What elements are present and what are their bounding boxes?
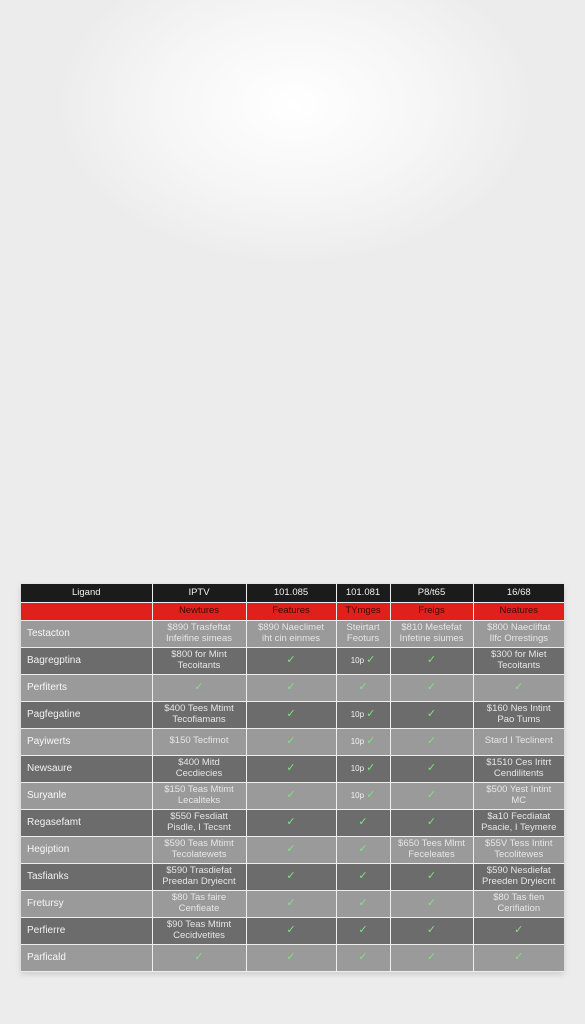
check-icon: ✓ xyxy=(286,816,296,829)
table-cell xyxy=(336,863,390,890)
row-label: Hegiption xyxy=(21,836,152,863)
cell-text: $150 Teas Mtimt xyxy=(164,784,234,796)
row-label: Fretursy xyxy=(21,890,152,917)
table-row xyxy=(21,755,564,782)
check-icon: ✓ xyxy=(366,708,376,721)
check-icon: ✓ xyxy=(286,735,296,748)
table-cell xyxy=(152,755,246,782)
table-cell xyxy=(390,701,473,728)
check-icon: ✓ xyxy=(426,708,437,721)
column-header: Ligand xyxy=(21,584,152,602)
table-row xyxy=(21,728,564,755)
cell-text: Pao Tums xyxy=(497,713,541,725)
table-subheader-row xyxy=(21,602,564,620)
table-cell xyxy=(473,782,564,809)
column-subheader: Newtures xyxy=(152,602,246,620)
cell-text: Lecaliteks xyxy=(177,794,221,806)
table-cell xyxy=(152,647,246,674)
check-icon: ✓ xyxy=(286,924,296,937)
cell-text: Tecofiamans xyxy=(172,713,226,725)
cell-text: Tecoitants xyxy=(497,659,541,671)
table-row xyxy=(21,809,564,836)
check-icon: ✓ xyxy=(426,816,437,829)
table-row xyxy=(21,917,564,944)
table-cell xyxy=(152,620,246,647)
check-icon: ✓ xyxy=(514,924,524,937)
table-cell xyxy=(246,728,336,755)
table-cell xyxy=(336,728,390,755)
comparison-table-grid xyxy=(21,584,564,972)
table-cell xyxy=(473,620,564,647)
table-row xyxy=(21,944,564,971)
table-cell xyxy=(336,647,390,674)
cell-prefix: 10p xyxy=(350,764,365,774)
check-icon: ✓ xyxy=(366,654,376,667)
check-icon: ✓ xyxy=(286,654,296,667)
cell-text: Preedan Dryiecnt xyxy=(162,875,236,887)
table-cell xyxy=(246,890,336,917)
cell-text: $590 Nesdiefat xyxy=(486,865,551,877)
row-label: Bagregptina xyxy=(21,647,152,674)
cell-text: iht cin einmes xyxy=(261,632,321,644)
table-cell xyxy=(473,863,564,890)
table-cell xyxy=(246,782,336,809)
cell-text: $1510 Ces Iritrt xyxy=(486,757,552,769)
cell-text: Infeifine simeas xyxy=(165,632,232,644)
check-icon: ✓ xyxy=(358,681,368,694)
cell-text: $80 Tas fien xyxy=(493,892,545,904)
table-cell xyxy=(390,890,473,917)
check-icon: ✓ xyxy=(514,681,524,694)
column-subheader xyxy=(21,602,152,620)
check-icon: ✓ xyxy=(426,681,437,694)
column-subheader: Freigs xyxy=(390,602,473,620)
cell-text: Ilfc Orrestings xyxy=(489,632,549,644)
check-icon: ✓ xyxy=(286,789,296,802)
check-icon: ✓ xyxy=(366,735,376,748)
table-cell xyxy=(336,836,390,863)
column-header: 16/68 xyxy=(473,584,564,602)
cell-text: Preeden Dryiecnt xyxy=(482,875,556,887)
table-cell xyxy=(246,647,336,674)
check-icon: ✓ xyxy=(286,870,296,883)
column-subheader: Features xyxy=(246,602,336,620)
table-cell xyxy=(473,809,564,836)
table-row xyxy=(21,647,564,674)
cell-text: $a10 Fecdiatat xyxy=(487,811,551,823)
table-cell xyxy=(246,755,336,782)
cell-text: $810 Mesfefat xyxy=(401,622,462,634)
check-icon: ✓ xyxy=(426,762,437,775)
cell-text: $500 Yest Intint xyxy=(486,784,552,796)
table-cell xyxy=(336,755,390,782)
row-label: Regasefamt xyxy=(21,809,152,836)
check-icon: ✓ xyxy=(286,708,296,721)
cell-text: $800 for Mint xyxy=(171,649,227,661)
cell-prefix: 10p xyxy=(350,737,365,747)
cell-text: Stard I Teclinent xyxy=(484,735,553,747)
row-label: Perfierre xyxy=(21,917,152,944)
row-label: Pagfegatine xyxy=(21,701,152,728)
row-label: Suryanle xyxy=(21,782,152,809)
check-icon: ✓ xyxy=(366,762,376,775)
cell-text: Psacie, I Teymere xyxy=(481,821,557,833)
table-cell xyxy=(152,674,246,701)
table-cell xyxy=(152,782,246,809)
cell-text: Tecolitewes xyxy=(494,848,544,860)
table-cell xyxy=(390,863,473,890)
cell-text: Cecdiecies xyxy=(175,767,223,779)
table-cell xyxy=(390,674,473,701)
table-cell xyxy=(473,917,564,944)
check-icon: ✓ xyxy=(426,924,437,937)
cell-text: Cendilitents xyxy=(493,767,544,779)
cell-text: Steirtart xyxy=(346,622,380,634)
cell-text: $150 Tecfimot xyxy=(169,735,229,747)
cell-text: $590 Trasdiefat xyxy=(166,865,232,877)
check-icon: ✓ xyxy=(426,654,437,667)
check-icon: ✓ xyxy=(286,951,296,964)
cell-text: Pisdle, I Tecsnt xyxy=(167,821,231,833)
table-cell xyxy=(336,782,390,809)
table-cell xyxy=(390,944,473,971)
row-label: Newsaure xyxy=(21,755,152,782)
table-row xyxy=(21,701,564,728)
table-cell xyxy=(336,701,390,728)
check-icon: ✓ xyxy=(358,816,368,829)
row-label: Payiwerts xyxy=(21,728,152,755)
cell-text: Infetine siumes xyxy=(399,632,464,644)
table-cell xyxy=(246,944,336,971)
check-icon: ✓ xyxy=(358,924,368,937)
cell-text: Tecolatewets xyxy=(171,848,227,860)
table-cell xyxy=(390,782,473,809)
cell-text: $80 Tas faire xyxy=(171,892,227,904)
table-body xyxy=(21,620,564,971)
table-cell xyxy=(152,809,246,836)
cell-text: Cecidvetites xyxy=(173,929,225,941)
cell-text: $550 Fesdiatt xyxy=(170,811,228,823)
check-icon: ✓ xyxy=(426,870,437,883)
check-icon: ✓ xyxy=(286,843,296,856)
table-cell xyxy=(336,674,390,701)
comparison-table xyxy=(21,584,564,972)
table-cell xyxy=(336,917,390,944)
cell-text: $55V Tess Intint xyxy=(485,838,553,850)
cell-text: $590 Teas Mtimt xyxy=(164,838,234,850)
table-cell xyxy=(152,863,246,890)
row-label: Testacton xyxy=(21,620,152,647)
table-cell xyxy=(152,944,246,971)
column-header: 101.085 xyxy=(246,584,336,602)
check-icon: ✓ xyxy=(358,843,368,856)
cell-prefix: 10p xyxy=(350,710,365,720)
check-icon: ✓ xyxy=(194,951,204,964)
cell-text: Feoturs xyxy=(346,632,380,644)
column-header: 101.081 xyxy=(336,584,390,602)
table-row xyxy=(21,674,564,701)
check-icon: ✓ xyxy=(358,951,368,964)
check-icon: ✓ xyxy=(286,681,296,694)
table-cell xyxy=(473,728,564,755)
cell-text: $890 Trasfeftat xyxy=(167,622,231,634)
column-header: P8/t65 xyxy=(390,584,473,602)
check-icon: ✓ xyxy=(358,870,368,883)
cell-text: Feceleates xyxy=(408,848,455,860)
check-icon: ✓ xyxy=(286,897,296,910)
cell-text: Tecoitants xyxy=(177,659,221,671)
table-cell xyxy=(473,836,564,863)
cell-text: $400 Tees Mtimt xyxy=(164,703,234,715)
row-label: Tasfianks xyxy=(21,863,152,890)
cell-prefix: 10p xyxy=(350,791,365,801)
table-cell xyxy=(246,701,336,728)
table-header-row xyxy=(21,584,564,602)
table-row xyxy=(21,782,564,809)
table-cell xyxy=(246,809,336,836)
cell-text: MC xyxy=(511,794,527,806)
table-cell xyxy=(390,728,473,755)
cell-text: $160 Nes Intint xyxy=(486,703,551,715)
cell-text: $890 Naeclimet xyxy=(257,622,324,634)
table-cell xyxy=(246,863,336,890)
table-cell xyxy=(390,647,473,674)
table-row xyxy=(21,620,564,647)
table-cell xyxy=(390,917,473,944)
check-icon: ✓ xyxy=(426,735,437,748)
cell-text: $400 Mitd xyxy=(178,757,220,769)
table-cell xyxy=(473,755,564,782)
table-cell xyxy=(473,647,564,674)
check-icon: ✓ xyxy=(358,897,368,910)
table-cell xyxy=(473,944,564,971)
table-cell xyxy=(152,890,246,917)
table-cell xyxy=(390,620,473,647)
table-cell xyxy=(390,755,473,782)
check-icon: ✓ xyxy=(514,951,524,964)
table-row xyxy=(21,836,564,863)
check-icon: ✓ xyxy=(426,951,437,964)
table-cell xyxy=(152,917,246,944)
table-cell xyxy=(390,809,473,836)
table-cell xyxy=(336,809,390,836)
table-cell xyxy=(336,944,390,971)
column-subheader: TYmges xyxy=(336,602,390,620)
cell-text: $90 Teas Mtimt xyxy=(166,919,232,931)
table-cell xyxy=(246,917,336,944)
check-icon: ✓ xyxy=(426,789,437,802)
cell-text: $800 Naecliftat xyxy=(487,622,551,634)
table-cell xyxy=(473,890,564,917)
check-icon: ✓ xyxy=(426,897,437,910)
table-cell xyxy=(473,701,564,728)
table-cell xyxy=(152,836,246,863)
row-label: Perfiterts xyxy=(21,674,152,701)
table-cell xyxy=(246,674,336,701)
cell-text: $650 Tees Mlmt xyxy=(398,838,465,850)
table-cell xyxy=(336,620,390,647)
table-cell xyxy=(152,701,246,728)
column-subheader: Neatures xyxy=(473,602,564,620)
row-label: Parficald xyxy=(21,944,152,971)
cell-text: Cerifiation xyxy=(497,902,541,914)
table-cell xyxy=(336,890,390,917)
cell-text: Cenfieate xyxy=(178,902,220,914)
column-header: IPTV xyxy=(152,584,246,602)
table-cell xyxy=(152,728,246,755)
table-row xyxy=(21,863,564,890)
check-icon: ✓ xyxy=(286,762,296,775)
table-cell xyxy=(246,836,336,863)
cell-text: $300 for Miet xyxy=(491,649,547,661)
table-cell xyxy=(246,620,336,647)
cell-prefix: 10p xyxy=(350,656,365,666)
table-cell xyxy=(390,836,473,863)
table-cell xyxy=(473,674,564,701)
check-icon: ✓ xyxy=(366,789,376,802)
check-icon: ✓ xyxy=(194,681,204,694)
table-row xyxy=(21,890,564,917)
